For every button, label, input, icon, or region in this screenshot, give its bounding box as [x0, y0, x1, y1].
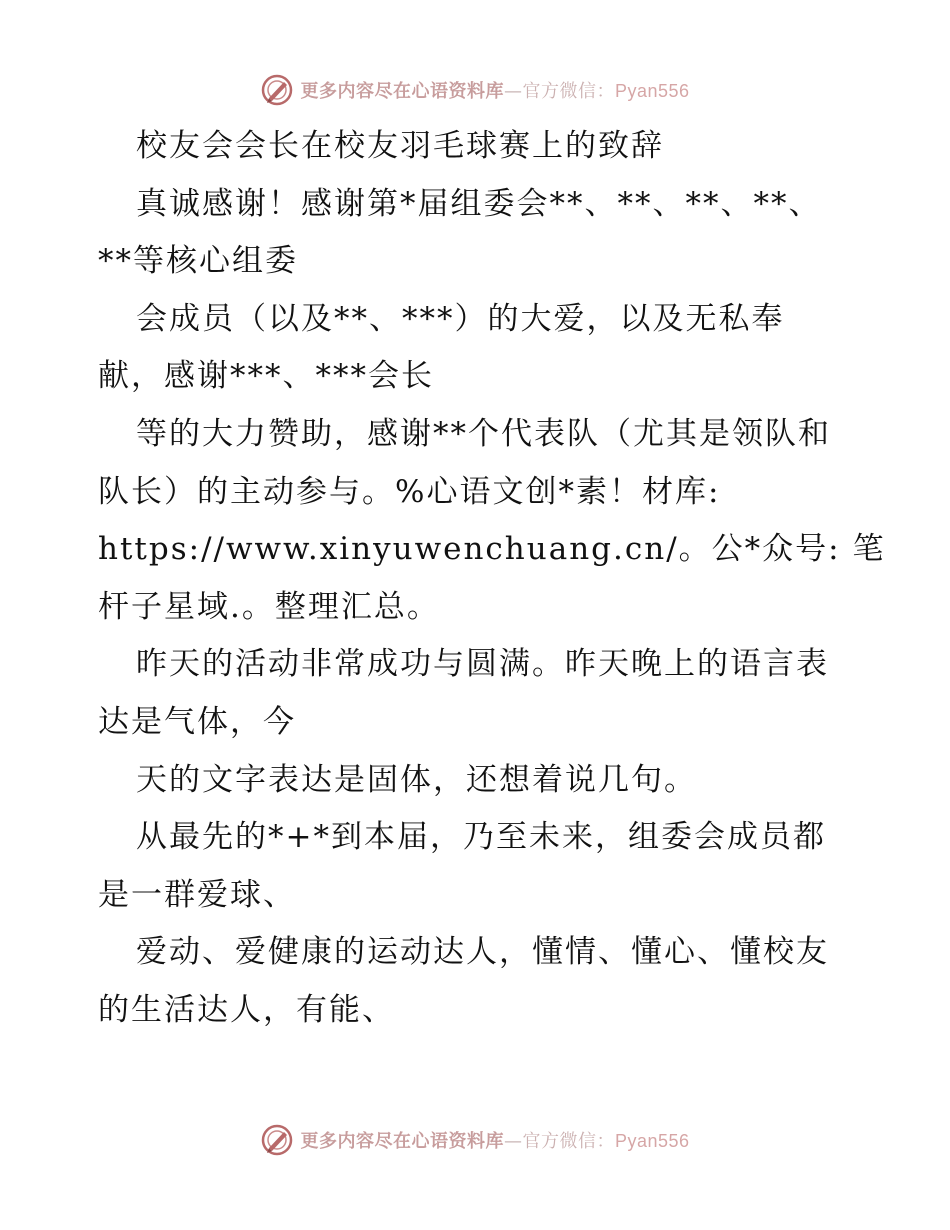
- header-wechat-label: 官方微信：: [522, 81, 615, 102]
- footer-watermark-dash: —: [503, 1131, 523, 1152]
- paragraph-line: 真诚感谢！感谢第*届组委会**、**、**、**、: [136, 185, 822, 222]
- footer-wechat-id: Pyan556: [614, 1131, 690, 1151]
- paragraph-line: 是一群爱球、: [98, 876, 296, 913]
- footer-watermark-lead: 更多内容尽在心语资料库: [300, 1131, 504, 1152]
- paragraph-line: **等核心组委: [98, 243, 298, 280]
- paragraph-line: 献，感谢***、***会长: [98, 358, 434, 395]
- paragraph-line: 队长）的主动参与。%心语文创*素！材库:: [98, 473, 721, 510]
- header-watermark-banner: [0, 70, 950, 110]
- document-title: 校友会会长在校友羽毛球赛上的致辞: [136, 128, 664, 164]
- paragraph-line: 爱动、爱健康的运动达人，懂情、懂心、懂校友: [136, 934, 829, 971]
- paragraph-line: 的生活达人，有能、: [98, 991, 395, 1028]
- footer-wechat-label: 官方微信：: [522, 1131, 615, 1152]
- header-wechat-id: Pyan556: [614, 81, 690, 101]
- paragraph-line: 天的文字表达是固体，还想着说几句。: [136, 761, 697, 798]
- header-watermark-lead: 更多内容尽在心语资料库: [300, 81, 504, 102]
- pen-circle-logo-icon: [260, 73, 294, 107]
- paragraph-line: 从最先的*+*到本届，乃至未来，组委会成员都: [136, 819, 826, 856]
- header-watermark-dash: —: [503, 81, 523, 102]
- pen-circle-logo-icon: [260, 1123, 294, 1157]
- document-body: [98, 118, 886, 1040]
- paragraph-line: 达是气体，今: [98, 703, 296, 740]
- header-watermark-text: [300, 77, 689, 103]
- paragraph-line: 昨天的活动非常成功与圆满。昨天晚上的语言表: [136, 646, 829, 683]
- paragraph-line: 等的大力赞助，感谢**个代表队（尤其是领队和: [136, 415, 831, 452]
- paragraph-line: 会成员（以及**、***）的大爱，以及无私奉: [136, 300, 785, 337]
- paragraph-line: 杆子星域.。整理汇总。: [98, 588, 440, 625]
- footer-watermark-text: [300, 1127, 689, 1153]
- paragraph-line-url: https://www.xinyuwenchuang.cn/。公*众号: 笔: [98, 531, 886, 568]
- footer-watermark-banner: [0, 1120, 950, 1160]
